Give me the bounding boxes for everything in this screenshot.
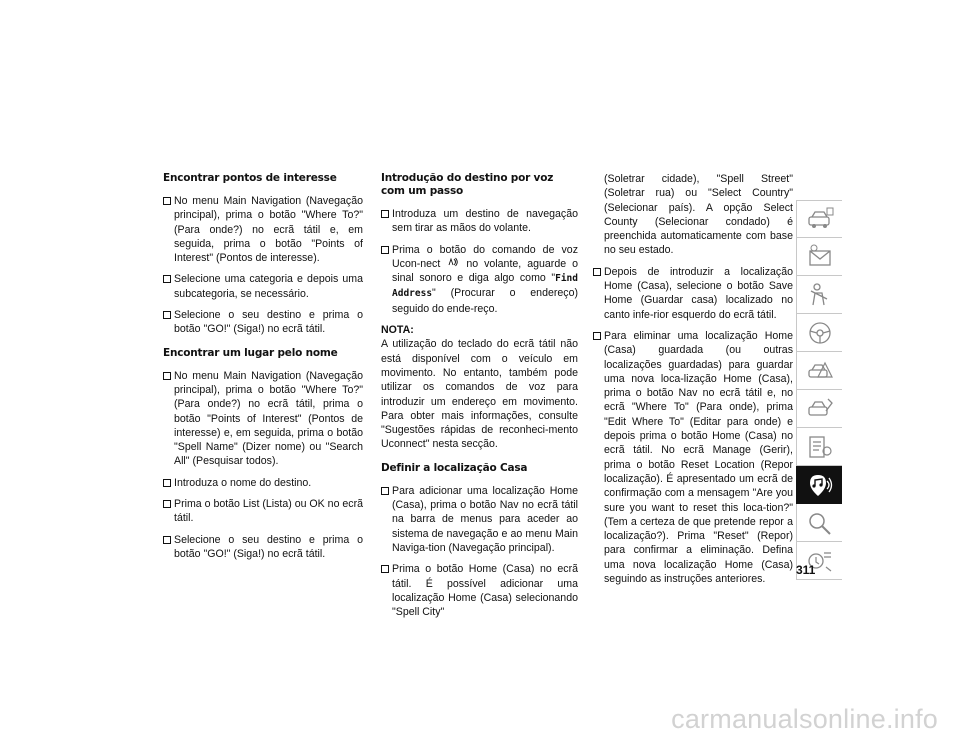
list-item: Para eliminar uma localização Home (Casa) guardada (ou outras localizações guardadas) para guardar uma nova loca-lização Home (Casa), prima o botão Nav no ecrã tátil e, no ecrã "Where To" (Para onde), prima "Edit Where To" (Editar para onde) e depois prima o botão Home (Casa) no ecrã tátil. No ecrã Manage (Gerir), prima o botão Reset Location (Repor localização). É apresentado um ecrã de confirmação com a mensagem "Are you sure you want to reset this loca-tion?" (Tem a certeza de que pretende repor a localização?). Prima "Reset" (Repor) para confirmar a eliminação. Defina uma nova localização Home (Casa) seguindo as instruções anteriores. [593, 329, 793, 586]
list-item: No menu Main Navigation (Navegação principal), prima o botão "Where To?" (Para onde?) no ecrã tátil e, em seguida, prima o botão "Points of Interest" (Pontos de interesse). [163, 194, 363, 265]
list-item: Selecione o seu destino e prima o botão "GO!" (Siga!) no ecrã tátil. [163, 308, 363, 337]
steering-icon [805, 319, 835, 347]
tab-safety[interactable] [796, 276, 842, 314]
poi-list [163, 194, 363, 337]
tab-warning-lights[interactable] [796, 238, 842, 276]
list-item: Selecione uma categoria e depois uma subcategoria, se necessário. [163, 272, 363, 301]
column-3 [593, 172, 793, 593]
list-item: Introduza o nome do destino. [163, 476, 363, 490]
list-item: Prima o botão Home (Casa) no ecrã tátil. É possível adicionar uma localização Home (Casa) selecionando "Spell City" [381, 562, 578, 619]
tab-car-info[interactable] [796, 200, 842, 238]
voice-list [381, 207, 578, 316]
car-info-icon [805, 205, 835, 233]
section-title-home-location: Definir a localização Casa [381, 461, 528, 474]
tab-emergency[interactable] [796, 352, 842, 390]
tab-specs[interactable] [796, 428, 842, 466]
list-item: Selecione o seu destino e prima o botão "GO!" (Siga!) no ecrã tátil. [163, 533, 363, 562]
warning-lights-icon [805, 243, 835, 271]
tab-multimedia[interactable] [796, 466, 842, 504]
home-list-continued [593, 265, 793, 587]
tab-index[interactable] [796, 504, 842, 542]
section-title-voice-destination: Introdução do destino por voz com um passo [381, 172, 554, 197]
section-title-poi: Encontrar pontos de interesse [163, 172, 337, 184]
page-number: 311 [796, 563, 816, 577]
specs-icon [805, 433, 835, 461]
tab-service[interactable] [796, 390, 842, 428]
multimedia-icon [805, 471, 835, 499]
service-icon [805, 395, 835, 423]
index-icon [805, 509, 835, 537]
item-text: Prima o botão do comando de voz Ucon-nect [392, 243, 578, 270]
continued-text: (Soletrar cidade), "Spell Street" (Soletrar rua) ou "Select Country" (Selecionar país). A opção Select County (Selecionar condado) é preenchida automaticamente com base no seu estado. [604, 173, 793, 257]
column-2 [381, 172, 578, 626]
home-list [381, 484, 578, 620]
safety-icon [805, 281, 835, 309]
chapter-tabs [796, 200, 842, 580]
list-item: Prima o botão List (Lista) ou OK no ecrã tátil. [163, 497, 363, 526]
voice-command-phrase: Find Address [392, 273, 578, 300]
list-item: Para adicionar uma localização Home (Casa), prima o botão Nav no ecrã tátil na barra de menus para aceder ao sistema de navegação e ao menu Main Naviga-tion (Navegação principal). [381, 484, 578, 555]
list-item: Depois de introduzir a localização Home (Casa), selecione o botão Save Home (Guardar casa) localizado no canto infe-rior esquerdo do ecrã tátil. [593, 265, 793, 322]
item-text: no volante, aguarde o sinal sonoro e diga algo como " [392, 257, 578, 285]
note-text: A utilização do teclado do ecrã tátil não está disponível com o veículo em movimento. No entanto, também pode utilizar os comandos de voz para introduzir um endereço em movimento. Para obter mais informações, consulte "Sugestões rápidas de reconheci-mento Uconnect" nesta secção. [381, 338, 578, 451]
note-label: NOTA: [381, 324, 414, 337]
column-1 [163, 172, 363, 568]
list-item: Introduza um destino de navegação sem tirar as mãos do volante. [381, 207, 578, 236]
item-text: " (Procurar o endereço) seguido do ende-reço. [392, 287, 578, 315]
emergency-icon [805, 357, 835, 385]
section-title-by-name: Encontrar um lugar pelo nome [163, 346, 338, 359]
list-item: No menu Main Navigation (Navegação principal), prima o botão "Where To?" (Para onde?) no ecrã tátil, prima o botão "Points of Interest" (Pontos de interesse) e, em seguida, prima o botão "Spell Name" (Dizer nome) ou "Search All" (Pesquisar todos). [163, 369, 363, 469]
tab-steering[interactable] [796, 314, 842, 352]
watermark: carmanualsonline.info [671, 704, 938, 734]
list-item [381, 243, 578, 316]
by-name-list [163, 369, 363, 562]
voice-command-icon [446, 257, 460, 271]
